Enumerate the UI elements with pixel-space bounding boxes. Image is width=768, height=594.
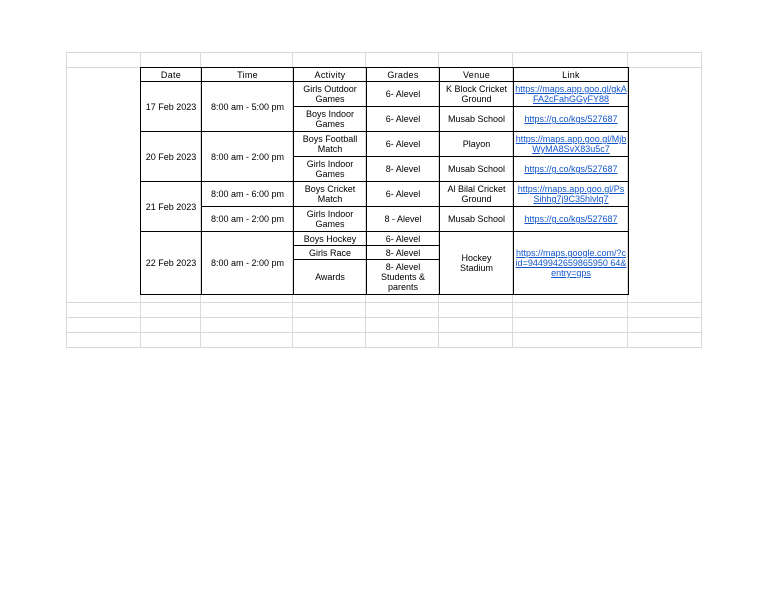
activity-cell: Girls Outdoor Games <box>294 82 367 107</box>
activity-cell: Boys Indoor Games <box>294 107 367 132</box>
grades-cell: 6- Alevel <box>367 182 440 207</box>
activity-cell: Boys Hockey <box>294 232 367 246</box>
venue-cell: Al Bilal Cricket Ground <box>440 182 514 207</box>
venue-cell: Musab School <box>440 207 514 232</box>
activity-cell: Boys Cricket Match <box>294 182 367 207</box>
map-link[interactable]: https://maps.app.goo.gl/PsSihhg7j9C35hlvlq7 <box>517 184 625 204</box>
grades-text: 8- Alevel Students & parents <box>380 262 426 292</box>
header-grades: Grades <box>367 68 440 82</box>
time-cell: 8:00 am - 2:00 pm <box>202 207 294 232</box>
date-cell: 17 Feb 2023 <box>141 82 202 132</box>
link-cell <box>514 132 629 157</box>
table-row <box>141 82 629 107</box>
header-venue: Venue <box>440 68 514 82</box>
activity-cell: Boys Football Match <box>294 132 367 157</box>
date-cell: 20 Feb 2023 <box>141 132 202 182</box>
link-cell <box>514 107 629 132</box>
time-cell: 8:00 am - 5:00 pm <box>202 82 294 132</box>
activity-cell: Girls Race <box>294 246 367 260</box>
map-link[interactable]: https://maps.app.goo.gl/gkAFA2cFahGGyFY88 <box>515 84 627 104</box>
map-link[interactable]: https://maps.google.com/?cid=9449942659865950 64&entry=gps <box>515 248 627 278</box>
map-link[interactable]: https://g.co/kgs/527687 <box>524 164 618 174</box>
venue-cell <box>440 232 514 295</box>
grades-cell: 8- Alevel <box>367 157 440 182</box>
activity-cell: Girls Indoor Games <box>294 207 367 232</box>
table-row <box>141 232 629 246</box>
header-time: Time <box>202 68 294 82</box>
venue-cell: K Block Cricket Ground <box>440 82 514 107</box>
grades-cell: 6- Alevel <box>367 132 440 157</box>
header-row <box>141 68 629 82</box>
activity-cell: Girls Indoor Games <box>294 157 367 182</box>
link-cell <box>514 82 629 107</box>
header-link: Link <box>514 68 629 82</box>
time-cell: 8:00 am - 6:00 pm <box>202 182 294 207</box>
map-link[interactable]: https://maps.app.goo.gl/MjbWyMA8SvX83u5c7 <box>515 134 627 154</box>
grades-cell: 8 - Alevel <box>367 207 440 232</box>
map-link[interactable]: https://g.co/kgs/527687 <box>524 214 618 224</box>
link-cell <box>514 207 629 232</box>
schedule-table <box>140 67 629 295</box>
link-cell <box>514 232 629 295</box>
spreadsheet-sheet <box>66 52 702 348</box>
table-row <box>141 132 629 157</box>
table-row <box>141 207 629 232</box>
date-cell: 21 Feb 2023 <box>141 182 202 232</box>
link-cell <box>514 157 629 182</box>
grades-cell: 6- Alevel <box>367 107 440 132</box>
venue-text: Hockey Stadium <box>459 253 494 273</box>
venue-cell: Playon <box>440 132 514 157</box>
venue-cell: Musab School <box>440 157 514 182</box>
map-link[interactable]: https://g.co/kgs/527687 <box>524 114 618 124</box>
table-row <box>141 182 629 207</box>
link-cell <box>514 182 629 207</box>
activity-cell: Awards <box>294 260 367 295</box>
date-cell: 22 Feb 2023 <box>141 232 202 295</box>
grades-cell: 6- Alevel <box>367 82 440 107</box>
header-activity: Activity <box>294 68 367 82</box>
grades-cell <box>367 260 440 295</box>
header-date: Date <box>141 68 202 82</box>
venue-cell: Musab School <box>440 107 514 132</box>
grades-cell: 6- Alevel <box>367 232 440 246</box>
grades-cell: 8- Alevel <box>367 246 440 260</box>
time-cell: 8:00 am - 2:00 pm <box>202 232 294 295</box>
time-cell: 8:00 am - 2:00 pm <box>202 132 294 182</box>
